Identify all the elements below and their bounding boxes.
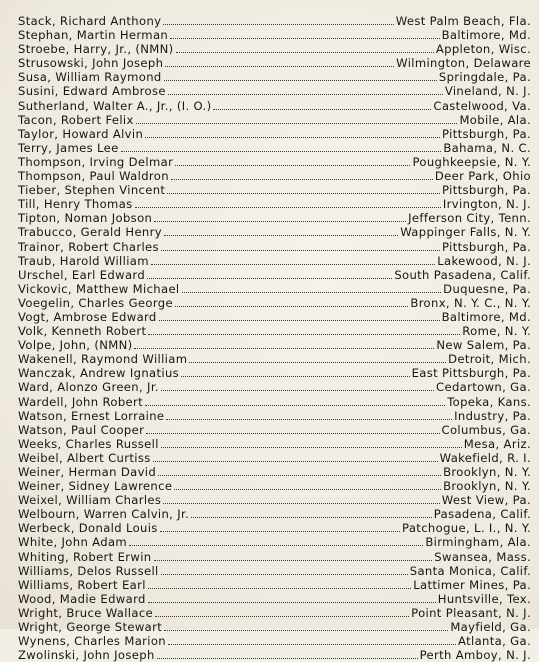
entry-name: Traub, Harold William [18,253,149,268]
dot-leader [161,250,440,251]
roster-entry [18,197,531,211]
dot-leader [145,137,440,138]
entry-place: Cedartown, Ga. [436,380,531,395]
dot-leader [164,80,437,81]
roster-entry [18,352,531,366]
entry-name: Vogt, Ambrose Edward [18,309,157,324]
entry-place: Deer Park, Ohio [434,169,531,184]
roster-entry [18,338,531,352]
roster-entry [18,423,531,437]
entry-place: Brooklyn, N. Y. [443,479,531,494]
roster-entry [18,99,531,113]
entry-place: Industry, Pa. [454,408,531,423]
entry-place: South Pasadena, Calif. [394,267,531,282]
roster-entry [18,507,531,521]
dot-leader [154,560,433,561]
dot-leader [213,109,431,110]
entry-name: Voegelin, Charles George [18,295,173,310]
dot-leader [135,207,441,208]
entry-name: Sutherland, Walter A., Jr., (I. O.) [18,98,212,113]
roster-entry [18,127,531,141]
entry-place: Duquesne, Pa. [443,281,531,296]
entry-name: Wardell, John Robert [18,394,144,409]
entry-name: Ward, Alonzo Green, Jr. [18,380,159,395]
dot-leader [158,475,441,476]
entry-name: Wright, George Stewart [18,620,163,635]
dot-leader [161,447,462,448]
entry-name: Stephan, Martin Herman [18,28,169,43]
roster-entry [18,366,531,380]
roster-entry [18,84,531,98]
entry-name: Wynens, Charles Marion [18,634,166,649]
entry-name: Thompson, Paul Waldron [18,169,169,184]
dot-leader [148,602,436,603]
roster-entry [18,211,531,225]
dot-leader [189,362,446,363]
roster-entry [18,14,531,28]
entry-name: Williams, Robert Earl [18,577,146,592]
entry-name: Susini, Edward Ambrose [18,84,166,99]
dot-leader [129,545,423,546]
entry-place: Pasadena, Calif. [433,507,531,522]
entry-name: Stroebe, Harry, Jr., (NMN) [18,42,174,57]
entry-place: Mobile, Ala. [459,112,531,127]
roster-entry [18,113,531,127]
entry-place: Point Pleasant, N. J. [411,605,531,620]
roster-entry [18,240,531,254]
entry-place: Wakefield, R. I. [439,450,531,465]
dot-leader [164,235,398,236]
dot-leader [155,616,409,617]
dot-leader [161,390,434,391]
roster-entry [18,310,531,324]
dot-leader [182,292,442,293]
entry-place: Vineland, N. J. [444,84,531,99]
dot-leader [148,334,460,335]
entry-name: Zwolinski, John Joseph [18,648,155,662]
dot-leader [168,644,456,645]
entry-name: Terry, James Lee [18,140,119,155]
entry-place: Pittsburgh, Pa. [442,239,531,254]
roster-entry [18,409,531,423]
dot-leader [163,503,439,504]
dot-leader [134,348,434,349]
dot-leader [157,658,418,659]
entry-place: New Salem, Pa. [436,338,531,353]
entry-place: Patchogue, L. I., N. Y. [402,521,531,536]
entry-place: Baltimore, Md. [441,28,531,43]
entry-name: Watson, Paul Cooper [18,422,145,437]
entry-name: Weiner, Herman David [18,465,157,479]
dot-leader [165,66,394,67]
roster-entry [18,437,531,451]
roster-entry [18,268,531,282]
entry-name: Trainor, Robert Charles [18,239,159,254]
entry-place: Appleton, Wisc. [435,42,531,57]
entry-name: Taylor, Howard Alvin [18,126,144,141]
dot-leader [153,461,438,462]
entry-place: Brooklyn, N. Y. [443,465,531,479]
entry-place: Pittsburgh, Pa. [442,126,531,141]
entry-name: Wright, Bruce Wallace [18,605,154,620]
entry-place: Perth Amboy, N. J. [419,648,531,662]
entry-name: Williams, Delos Russell [18,563,159,578]
entry-name: Tipton, Noman Jobson [18,211,153,226]
entry-name: Wanczak, Andrew Ignatius [18,366,180,381]
dot-leader [171,179,433,180]
roster-entry [18,535,531,549]
roster-entry [18,28,531,42]
roster-entry [18,465,531,479]
entry-name: Tieber, Stephen Vincent [18,183,166,198]
dot-leader [146,433,439,434]
dot-leader [168,94,443,95]
roster-entry [18,648,531,662]
entry-name: Weeks, Charles Russell [18,436,159,451]
entry-place: East Pittsburgh, Pa. [411,366,531,381]
dot-leader [148,588,411,589]
dot-leader [154,221,406,222]
dot-leader [163,24,393,25]
dot-leader [161,574,408,575]
entry-name: Welbourn, Warren Calvin, Jr. [18,507,190,522]
roster-entry [18,42,531,56]
roster-entry [18,141,531,155]
entry-name: Thompson, Irving Delmar [18,154,174,169]
entry-name: Trabucco, Gerald Henry [18,225,162,240]
roster-entry [18,521,531,535]
dot-leader [175,165,410,166]
entry-name: Weiner, Sidney Lawrence [18,479,173,494]
entry-place: Santa Monica, Calif. [409,563,531,578]
entry-place: Baltimore, Md. [441,309,531,324]
entry-name: Wakenell, Raymond William [18,352,188,367]
entry-place: Rome, N. Y. [462,324,531,339]
dot-leader [160,531,400,532]
roster-entry [18,620,531,634]
entry-place: Wappinger Falls, N. Y. [400,225,531,240]
entry-name: Werbeck, Donald Louis [18,521,158,536]
roster-entry [18,254,531,268]
entry-place: Mesa, Ariz. [463,436,531,451]
dot-leader [191,517,432,518]
entry-place: Lakewood, N. J. [437,253,531,268]
roster-entry [18,225,531,239]
entry-name: Urschel, Earl Edward [18,267,146,282]
entry-name: Weibel, Albert Curtiss [18,450,151,465]
entry-place: Wilmington, Delaware [396,56,531,71]
entry-name: Strusowski, John Joseph [18,56,164,71]
entry-name: Whiting, Robert Erwin [18,549,152,564]
roster-entry [18,564,531,578]
roster-entry [18,634,531,648]
entry-name: Susa, William Raymond [18,70,162,85]
entry-name: Watson, Ernest Lorraine [18,408,165,423]
dot-leader [159,320,440,321]
roster-entry [18,592,531,606]
dot-leader [174,489,441,490]
roster-entry [18,479,531,493]
roster-entry [18,493,531,507]
entry-place: Bahama, N. C. [443,140,531,155]
dot-leader [164,630,448,631]
roster-entry [18,296,531,310]
entry-place: Lattimer Mines, Pa. [413,577,531,592]
roster-entry [18,550,531,564]
dot-leader [121,151,442,152]
roster-entry [18,578,531,592]
entry-place: Poughkeepsie, N. Y. [412,154,531,169]
entry-name: Volk, Kenneth Robert [18,324,147,339]
roster-entry [18,56,531,70]
roster-entry [18,169,531,183]
dot-leader [175,306,408,307]
entry-name: Weixel, William Charles [18,493,162,508]
entry-place: Irvington, N. J. [442,197,531,212]
entry-place: Columbus, Ga. [441,422,531,437]
entry-place: West Palm Beach, Fla. [395,14,531,28]
roster-entry [18,606,531,620]
roster-entry [18,282,531,296]
roster-entry [18,380,531,394]
entry-place: Castelwood, Va. [433,98,531,113]
entry-name: Wood, Madie Edward [18,591,146,606]
dot-leader [170,38,439,39]
entry-place: West View, Pa. [441,493,531,508]
dot-leader [176,52,434,53]
dot-leader [166,419,452,420]
entry-place: Huntsville, Tex. [437,591,531,606]
dot-leader [145,405,445,406]
roster-list [18,14,531,662]
roster-entry [18,451,531,465]
entry-name: White, John Adam [18,535,128,550]
entry-place: Swansea, Mass. [434,549,531,564]
roster-entry [18,183,531,197]
entry-place: Pittsburgh, Pa. [442,183,531,198]
dot-leader [167,193,440,194]
entry-place: Springdale, Pa. [438,70,531,85]
entry-place: Birmingham, Ala. [425,535,531,550]
dot-leader [181,376,410,377]
entry-name: Volpe, John, (NMN) [18,338,133,353]
dot-leader [136,123,458,124]
entry-name: Stack, Richard Anthony [18,14,162,28]
entry-place: Jefferson City, Tenn. [408,211,531,226]
entry-name: Vickovic, Matthew Michael [18,281,180,296]
entry-name: Tacon, Robert Felix [18,112,134,127]
dot-leader [151,264,435,265]
entry-place: Topeka, Kans. [447,394,531,409]
entry-name: Till, Henry Thomas [18,197,133,212]
roster-entry [18,70,531,84]
entry-place: Atlanta, Ga. [458,634,531,649]
entry-place: Bronx, N. Y. C., N. Y. [410,295,531,310]
roster-entry [18,155,531,169]
entry-place: Detroit, Mich. [448,352,531,367]
entry-place: Mayfield, Ga. [450,620,531,635]
roster-entry [18,395,531,409]
roster-entry [18,324,531,338]
dot-leader [147,278,392,279]
